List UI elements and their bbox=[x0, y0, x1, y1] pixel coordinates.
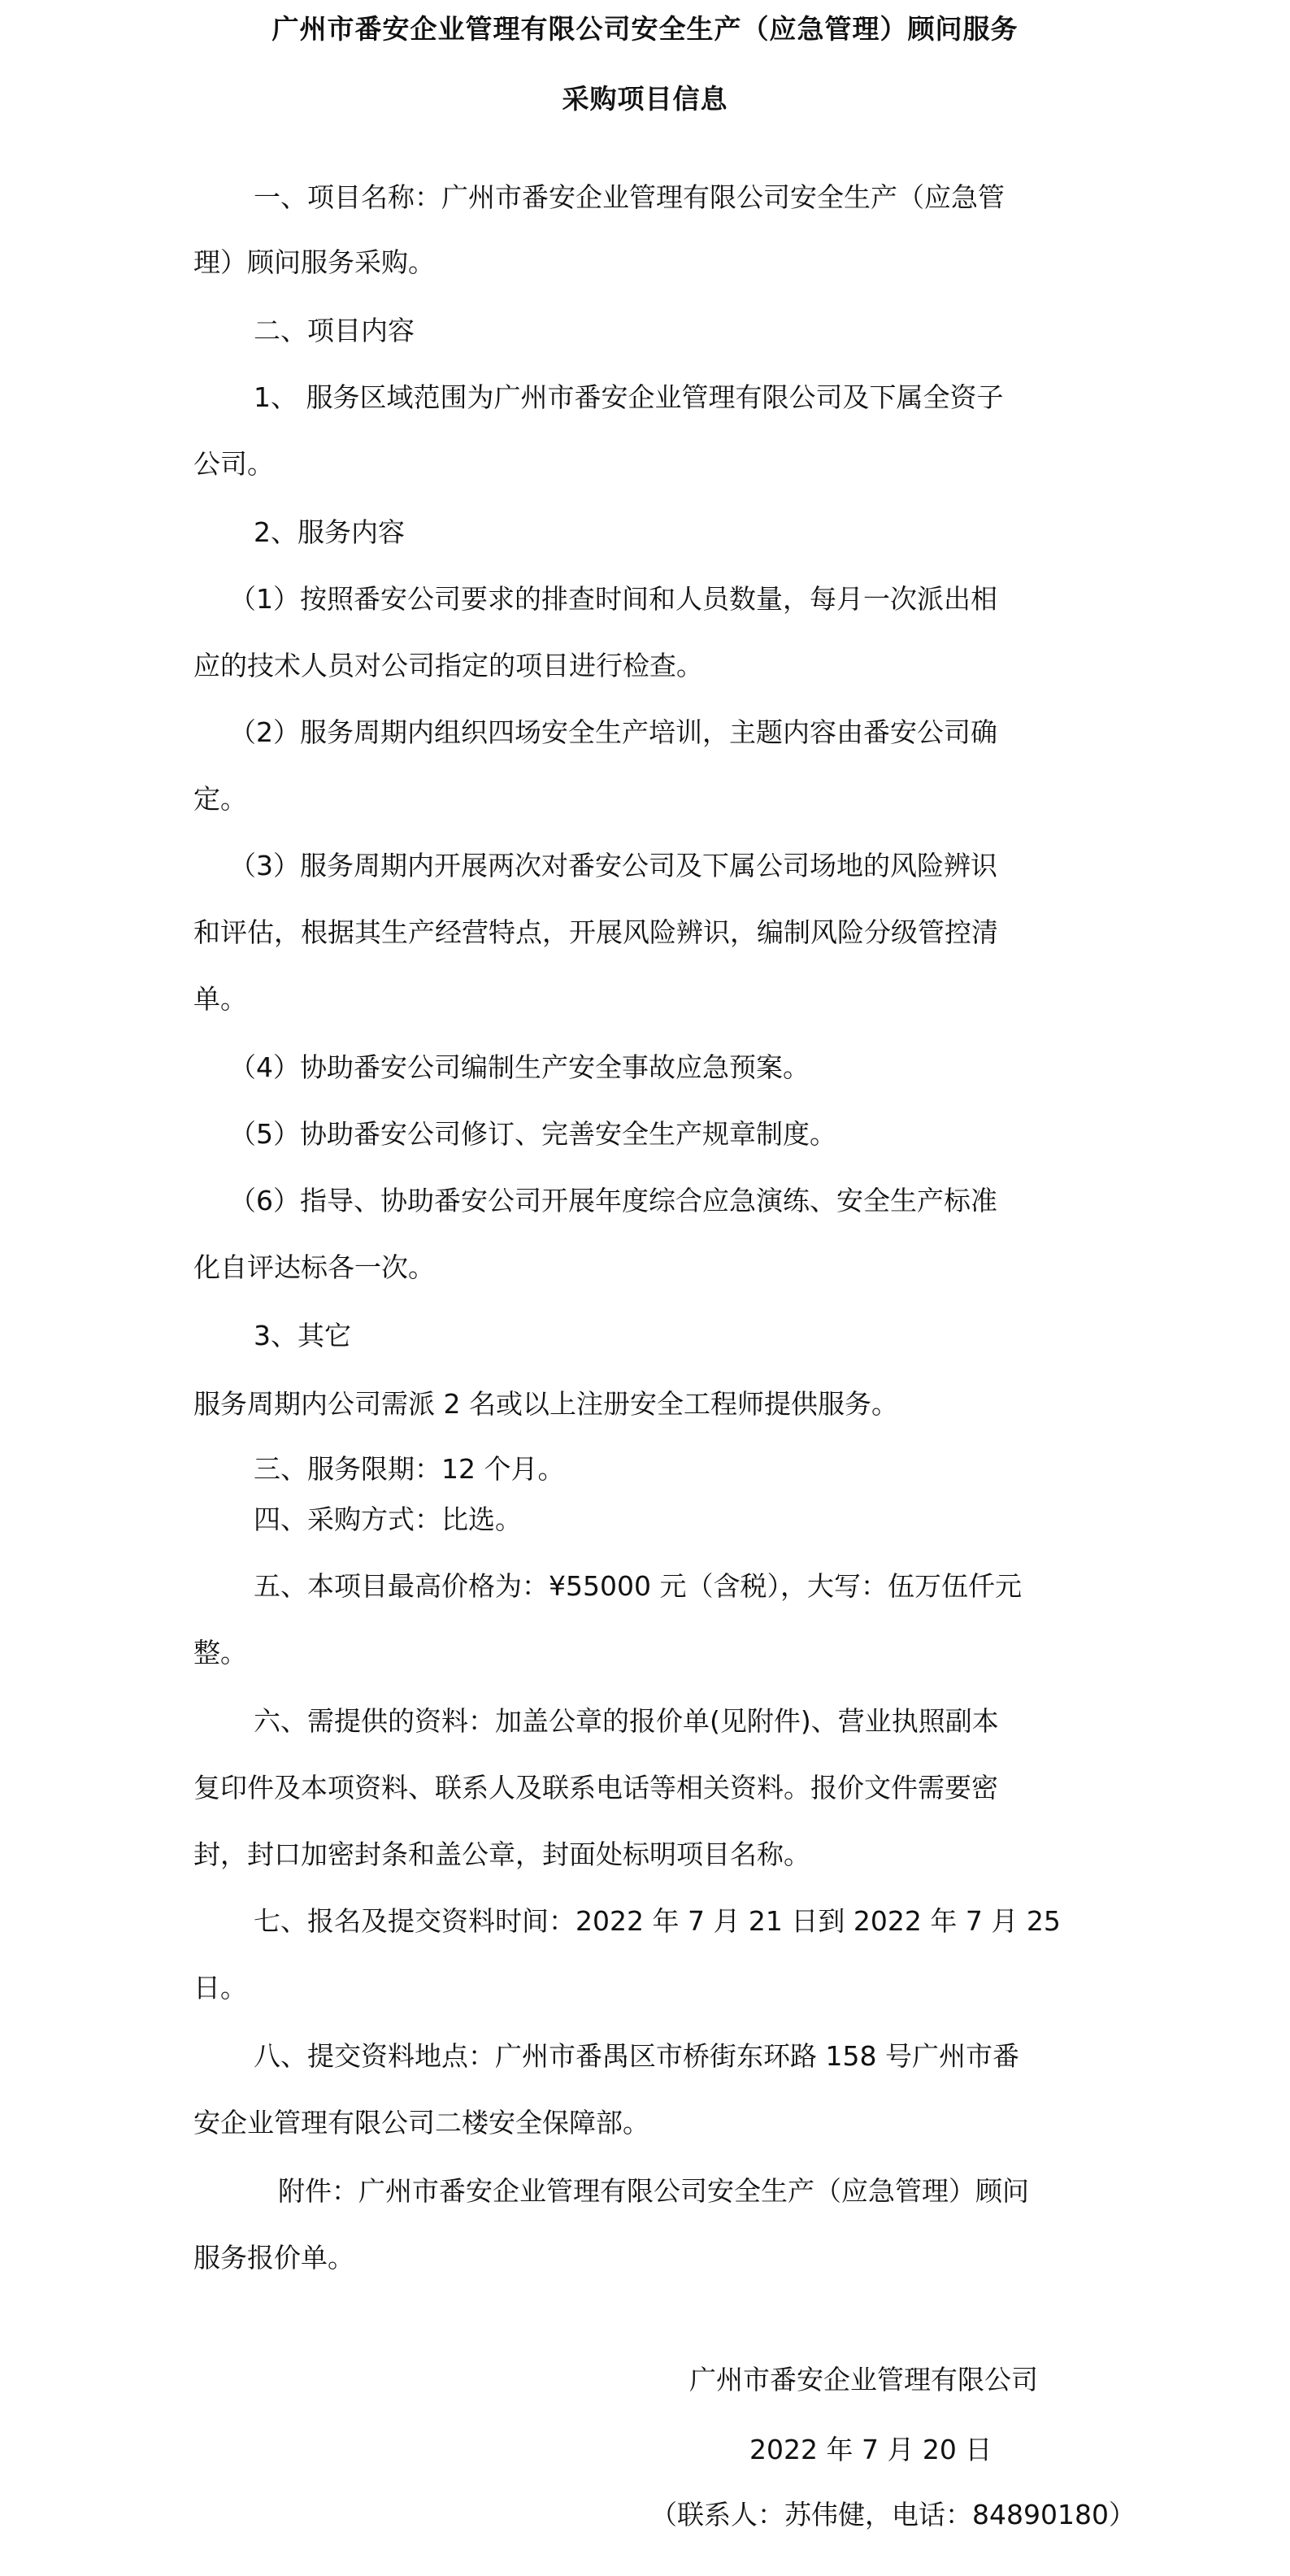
document-title-line1: 广州市番安企业管理有限公司安全生产（应急管理）顾问服务 bbox=[271, 13, 1019, 45]
item4-text: 四、采购方式：比选。 bbox=[254, 1503, 522, 1535]
sub3-line3: 单。 bbox=[193, 983, 247, 1015]
item5-line2: 整。 bbox=[193, 1637, 247, 1669]
item2-1-line2: 公司。 bbox=[193, 448, 274, 480]
item2-2-heading: 2、服务内容 bbox=[254, 516, 405, 548]
sub6-line1: （6）指导、协助番安公司开展年度综合应急演练、安全生产标准 bbox=[229, 1185, 997, 1216]
document-title-line2: 采购项目信息 bbox=[562, 83, 728, 115]
item3-text: 三、服务限期：12 个月。 bbox=[254, 1453, 565, 1485]
item1-line1: 一、项目名称：广州市番安企业管理有限公司安全生产（应急管 bbox=[254, 181, 1005, 213]
item2-1-line1: 1、 服务区域范围为广州市番安企业管理有限公司及下属全资子 bbox=[254, 381, 1004, 413]
attachment-line2: 服务报价单。 bbox=[193, 2242, 354, 2274]
item8-line2: 安企业管理有限公司二楼安全保障部。 bbox=[193, 2107, 649, 2139]
item2-heading: 二、项目内容 bbox=[254, 315, 415, 346]
item6-line1: 六、需提供的资料：加盖公章的报价单(见附件)、营业执照副本 bbox=[254, 1705, 999, 1737]
sub5-text: （5）协助番安公司修订、完善安全生产规章制度。 bbox=[229, 1118, 836, 1150]
item8-line1: 八、提交资料地点：广州市番禺区市桥街东环路 158 号广州市番 bbox=[254, 2040, 1019, 2072]
sub3-line1: （3）服务周期内开展两次对番安公司及下属公司场地的风险辨识 bbox=[229, 850, 997, 881]
item6-line2: 复印件及本项资料、联系人及联系电话等相关资料。报价文件需要密 bbox=[193, 1772, 998, 1804]
item6-line3: 封，封口加密封条和盖公章，封面处标明项目名称。 bbox=[193, 1838, 810, 1870]
item2-3-text: 服务周期内公司需派 2 名或以上注册安全工程师提供服务。 bbox=[193, 1388, 898, 1420]
sub1-line1: （1）按照番安公司要求的排查时间和人员数量，每月一次派出相 bbox=[229, 583, 997, 615]
item1-line2: 理）顾问服务采购。 bbox=[193, 246, 435, 278]
sub6-line2: 化自评达标各一次。 bbox=[193, 1251, 435, 1283]
sub4-text: （4）协助番安公司编制生产安全事故应急预案。 bbox=[229, 1051, 810, 1083]
sub2-line1: （2）服务周期内组织四场安全生产培训，主题内容由番安公司确 bbox=[229, 716, 997, 748]
attachment-line1: 附件：广州市番安企业管理有限公司安全生产（应急管理）顾问 bbox=[278, 2175, 1029, 2207]
item7-line1: 七、报名及提交资料时间：2022 年 7 月 21 日到 2022 年 7 月 25 bbox=[254, 1905, 1061, 1937]
sub1-line2: 应的技术人员对公司指定的项目进行检查。 bbox=[193, 650, 703, 681]
signature-company: 广州市番安企业管理有限公司 bbox=[689, 2364, 1038, 2395]
item7-line2: 日。 bbox=[193, 1972, 247, 2004]
sub3-line2: 和评估，根据其生产经营特点，开展风险辨识，编制风险分级管控清 bbox=[193, 916, 998, 948]
sub2-line2: 定。 bbox=[193, 783, 247, 815]
signature-contact: （联系人：苏伟健，电话：84890180） bbox=[650, 2499, 1136, 2530]
item2-3-heading: 3、其它 bbox=[254, 1320, 351, 1351]
item5-line1: 五、本项目最高价格为：¥55000 元（含税），大写：伍万伍仟元 bbox=[254, 1570, 1022, 1602]
signature-date: 2022 年 7 月 20 日 bbox=[749, 2434, 992, 2465]
